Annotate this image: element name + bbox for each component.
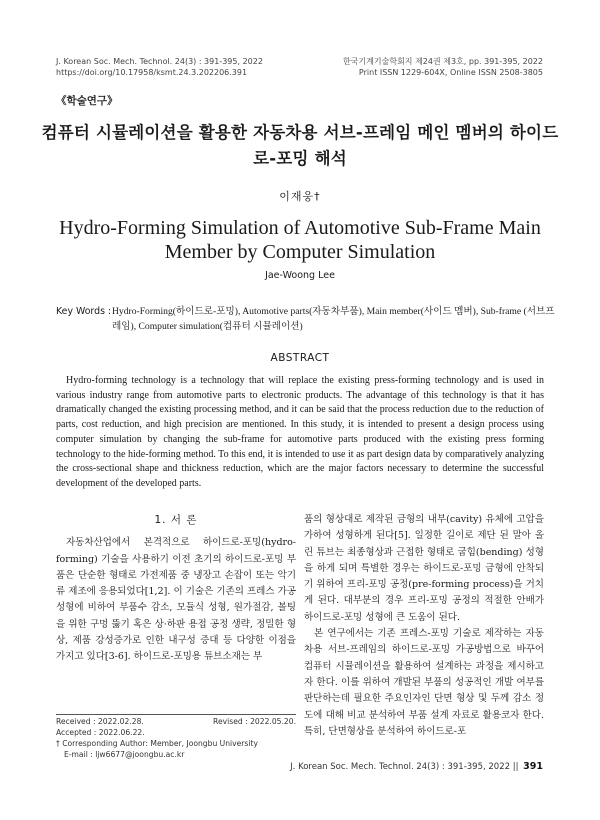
intro-paragraph-1-continued: 품의 형상대로 제작된 금형의 내부(cavity) 유체에 고압을 가하여 성형하게 된다[5]. 일정한 길이로 제단 된 말아 올린 튜브는 최종형상과 근접한 형태로 굽힘(bending) 성형을 하게 되며 특별한 경우는 하이드로-포밍 금형에 안착되기 위하여 프리-포밍 공정(pre-forming process)을 거치게 된다. 대부분의 경우 프리-포밍 공정의 적절한 안배가 하이드로-포밍 성형에 큰 도움이 된다. <box>304 514 544 623</box>
keywords-label: Key Words : <box>56 306 112 317</box>
header-right <box>343 56 543 78</box>
journal-citation: J. Korean Soc. Mech. Technol. 24(3) : 391-395, 2022 <box>56 57 263 66</box>
corresponding-author: † Corresponding Author: Member, Joongbu University <box>56 739 258 748</box>
footnote-divider <box>56 714 296 715</box>
intro-paragraph-1: 자동차산업에서 본격적으로 하이드로-포밍(hydro-forming) 기술을 사용하기 이전 초기의 하이드로-포밍 부품은 단순한 형태로 가전제품 중 냉장고 손잡이 또는 악기류 제조에 응용되었다[1,2]. 이 기술은 기존의 프레스 가공 성형에 비하여 부품수 감소, 모듈식 성형, 원가절감, 볼팅을 위한 구멍 뚫기 혹은 상·하판 용접 공정 생략, 정밀한 형상, 제품 강성증가로 인한 내구성 증대 등 다양한 이점을 가지고 있다[3-6]. 하이드로-포밍용 튜브소재는 부 <box>56 537 296 663</box>
issn: Print ISSN 1229-604X, Online ISSN 2508-3805 <box>358 68 543 77</box>
intro-paragraph-2: 본 연구에서는 기존 프레스-포밍 기술로 제작하는 자동차용 서브-프레임의 하이드로-포밍 가공방법으로 바꾸어 컴퓨터 시뮬레이션을 활용하여 설계하는 과정을 제시하고자 한다. 이를 위하여 개발된 부품의 성공적인 개발 여부를 판단하는데 필요한 주요인자인 단면 형상 및 두께 감소 정도에 대해 비교 분석하여 부품 설계 자료로 활용코자 한다. 특히, 단면형상을 분석하여 하이드로-포 <box>304 628 544 737</box>
dates-row <box>56 716 296 727</box>
keywords-text: Hydro-Forming(하이드로-포밍), Automotive parts(자동차부품), Main member(사이드 멤버), Sub-frame (서브프레임), Computer simulation(컴퓨터 시뮬레이션) <box>112 306 555 332</box>
author-korean: 이재웅† <box>279 190 321 203</box>
accepted-date: Accepted : 2022.06.22. <box>56 728 145 737</box>
keywords <box>56 304 556 334</box>
abstract-heading: ABSTRACT <box>270 352 330 364</box>
header-left <box>56 56 263 78</box>
abstract-body: Hydro-forming technology is a technology that will replace the existing press-forming technology and is used in various industry range from automotive parts to electronic products. The advantage of this technology is that it has dramatically changed the existing processing method, and it can be said that the process reduction due to the reduction of parts, cost reduction, and high precision are mentioned. In this study, it is intended to present a design process using computer simulation by changing the sub-frame for automotive parts produced with the existing press forming technology to the hide-forming method. To this end, it is intended to use it as part design data by comparatively analyzing the cross-sectional shape and thickness reduction, which are the major factors necessary to determine the successful development of the developed parts. <box>56 375 544 489</box>
article-notes <box>56 716 296 760</box>
page-footer <box>290 761 543 772</box>
revised-date: Revised : 2022.05.20. <box>213 717 296 726</box>
doi-link[interactable]: https://doi.org/10.17958/ksmt.24.3.202206.391 <box>56 68 248 77</box>
footer-citation: J. Korean Soc. Mech. Technol. 24(3) : 391-395, 2022 || <box>290 762 519 772</box>
page-number: 391 <box>523 761 543 772</box>
author-email[interactable]: E-mail : ljw6677@joongbu.ac.kr <box>64 750 185 759</box>
title-korean: 컴퓨터 시뮬레이션을 활용한 자동차용 서브-프레임 메인 멤버의 하이드로-포밍 해석 <box>41 123 559 168</box>
column-right <box>304 512 544 740</box>
column-left <box>56 512 296 666</box>
received-date: Received : 2022.02.28. <box>56 717 144 726</box>
title-english: Hydro-Forming Simulation of Automotive Sub-Frame Main Member by Computer Simulation <box>59 217 541 263</box>
section-heading-introduction: 1. 서 론 <box>154 514 198 526</box>
journal-korean-citation: 한국기계기술학회지 제24권 제3호, pp. 391-395, 2022 <box>342 57 543 66</box>
article-category: 《학술연구》 <box>56 95 118 107</box>
author-english: Jae-Woong Lee <box>265 270 335 281</box>
